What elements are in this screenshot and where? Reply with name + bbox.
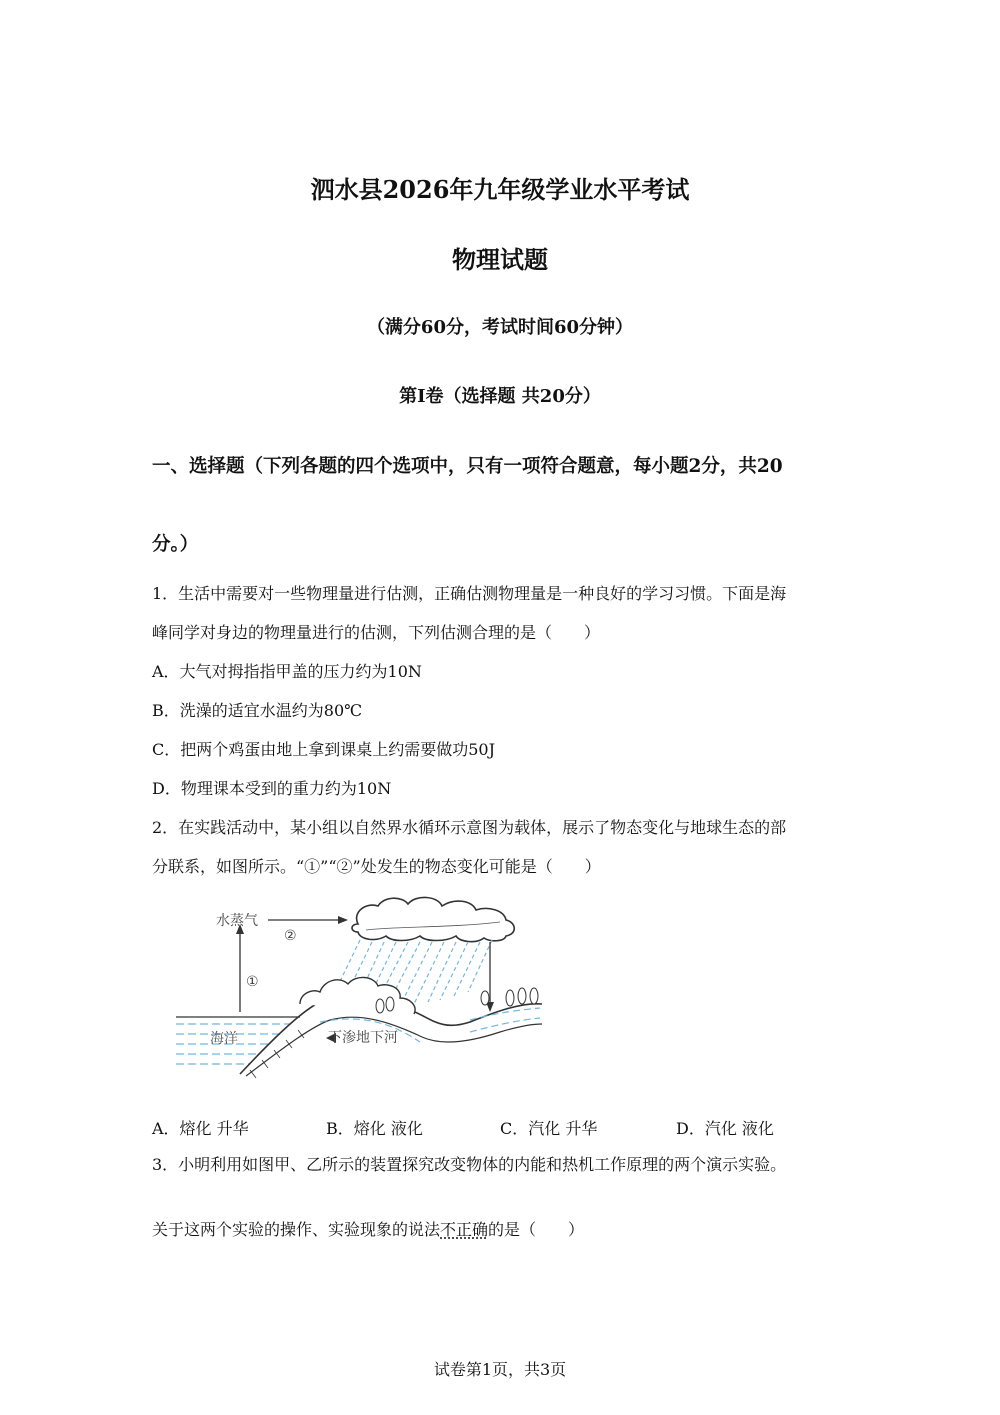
- section-heading-line1: 一、选择题（下列各题的四个选项中，只有一项符合题意，每小题2分，共20: [152, 456, 783, 477]
- q3-stem-emphasis: 不正确: [440, 1220, 489, 1239]
- q1-stem-line1: 1．生活中需要对一些物理量进行估测，正确估测物理量是一种良好的学习习惯。下面是海: [152, 584, 787, 603]
- cloud: [352, 897, 514, 941]
- label-water-vapor: 水蒸气: [216, 913, 258, 929]
- volume-heading: 第Ⅰ卷（选择题 共20分）: [399, 386, 601, 407]
- q2-option-c: C．汽化 升华: [500, 1119, 598, 1138]
- q2-stem-line2: 分联系，如图所示。“①”“②”处发生的物态变化可能是（ ）: [152, 857, 601, 876]
- q1-stem-line2: 峰同学对身边的物理量进行的估测，下列估测合理的是（ ）: [152, 623, 601, 642]
- label-underground-river: 下渗地下河: [328, 1030, 398, 1046]
- section-heading-line2: 分。）: [152, 534, 199, 555]
- q1-option-d: D．物理课本受到的重力约为10N: [152, 779, 392, 798]
- q1-option-c: C．把两个鸡蛋由地上拿到课桌上约需要做功50J: [152, 740, 496, 759]
- q3-stem-line1: 3．小明利用如图甲、乙所示的装置探究改变物体的内能和热机工作原理的两个演示实验。: [152, 1155, 787, 1174]
- page-footer: 试卷第1页，共3页: [433, 1360, 567, 1379]
- q3-stem-part-c: 的是（ ）: [488, 1220, 585, 1239]
- exam-info: （满分60分，考试时间60分钟）: [366, 317, 634, 338]
- arrow-right-icon: [338, 916, 348, 924]
- q3-stem-line2: [152, 1220, 584, 1240]
- water-cycle-diagram: [170, 892, 550, 1082]
- hill-trees: [300, 977, 415, 1014]
- q3-stem-part-a: 关于这两个实验的操作、实验现象的说法: [152, 1220, 441, 1239]
- label-mark-1: ①: [246, 974, 259, 990]
- exam-title: 泗水县2026年九年级学业水平考试: [310, 175, 690, 204]
- q2-option-d: D．汽化 液化: [676, 1119, 774, 1138]
- label-ocean: 海洋: [210, 1031, 238, 1047]
- q2-option-b: B．熔化 液化: [326, 1119, 423, 1138]
- subject-title: 物理试题: [452, 245, 548, 274]
- q1-option-b: B．洗澡的适宜水温约为80℃: [152, 701, 363, 720]
- q2-option-a: A．熔化 升华: [152, 1119, 249, 1138]
- label-mark-2: ②: [284, 928, 297, 944]
- q1-option-a: A．大气对拇指指甲盖的压力约为10N: [152, 662, 422, 681]
- q2-stem-line1: 2．在实践活动中，某小组以自然界水循环示意图为载体，展示了物态变化与地球生态的部: [152, 818, 787, 837]
